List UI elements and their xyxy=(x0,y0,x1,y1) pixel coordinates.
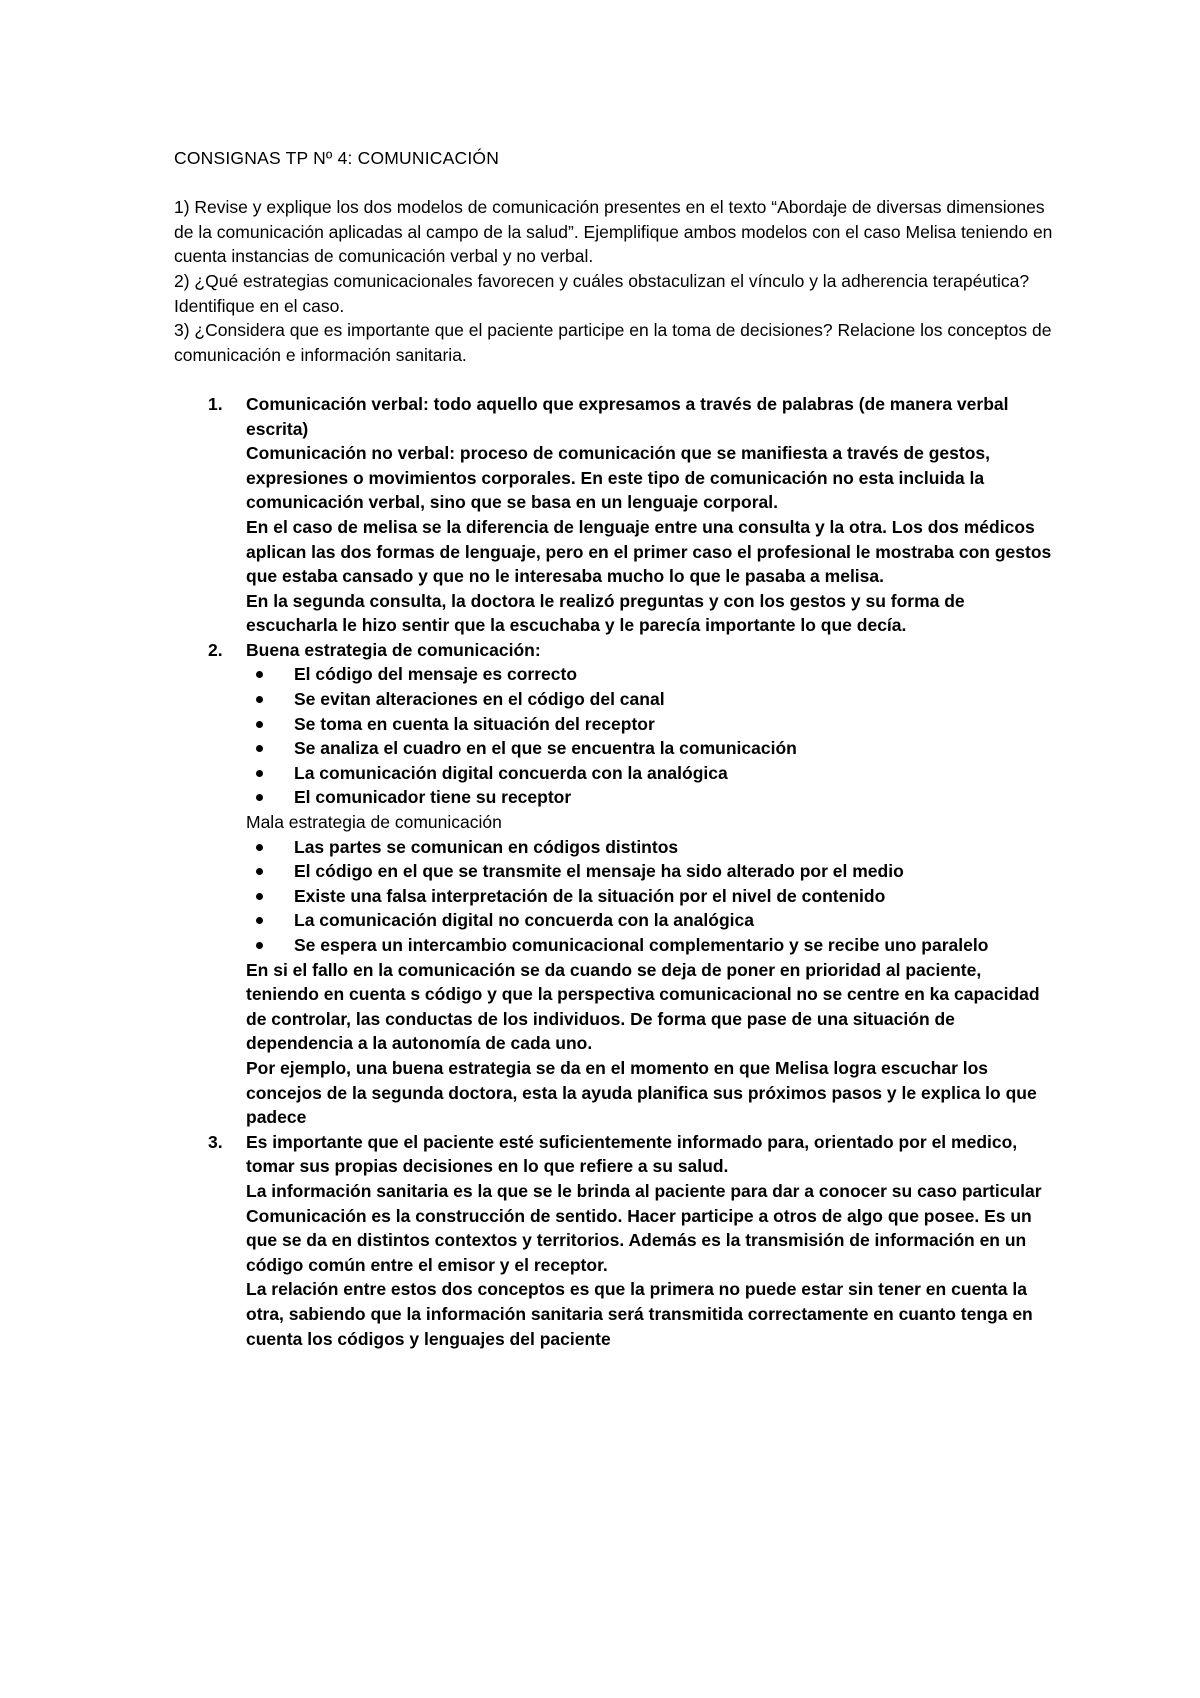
bullet-icon xyxy=(256,745,263,752)
list-item-text: La comunicación digital concuerda con la analógica xyxy=(294,762,728,783)
answer-3-paragraph: Es importante que el paciente esté suficientemente informado para, orientado por el medico, tomar sus propias decisiones en lo que refiere a su salud. xyxy=(246,1131,1018,1177)
answer-1-number: 1. xyxy=(208,393,223,414)
list-item xyxy=(294,859,1054,884)
answer-3 xyxy=(174,1130,1054,1351)
answers-list xyxy=(174,392,1054,1351)
list-item xyxy=(294,933,1054,958)
bullet-icon xyxy=(256,917,263,924)
list-item-text: La comunicación digital no concuerda con la analógica xyxy=(294,910,754,931)
list-item xyxy=(294,687,1054,712)
good-strategy-list xyxy=(246,662,1054,810)
bad-strategy-heading: Mala estrategia de comunicación xyxy=(246,812,502,833)
list-item xyxy=(294,835,1054,860)
list-item-text: Existe una falsa interpretación de la situación por el nivel de contenido xyxy=(294,885,886,906)
answer-1 xyxy=(174,392,1054,638)
answer-2-paragraph: En si el fallo en la comunicación se da cuando se deja de poner en prioridad al paciente, teniendo en cuenta s código y que la perspectiva comunicacional no se centre en ka capacidad de controlar, las conductas de los individuos. De forma que pase de una situación de dependencia a la autonomía de cada uno. xyxy=(246,959,1040,1054)
instruction-1 xyxy=(174,195,1054,269)
instruction-3-text: 3) ¿Considera que es importante que el paciente participe en la toma de decisiones? Relacione los conceptos de comunicación e información sanitaria. xyxy=(174,320,1052,365)
bullet-icon xyxy=(256,893,263,900)
answer-1-paragraph: En el caso de melisa se la diferencia de lenguaje entre una consulta y la otra. Los dos médicos aplican las dos formas de lenguaje, pero en el primer caso el profesional le mostraba con gestos que estaba cansado y que no le interesaba mucho lo que le pasaba a melisa. xyxy=(246,516,1052,587)
answer-2-paragraph: Por ejemplo, una buena estrategia se da en el momento en que Melisa logra escuchar los concejos de la segunda doctora, esta la ayuda planifica sus próximos pasos y le explica lo que padece xyxy=(246,1057,1037,1128)
instruction-2 xyxy=(174,269,1054,318)
list-item-text: Se espera un intercambio comunicacional complementario y se recibe uno paralelo xyxy=(294,935,989,955)
list-item-text: El comunicador tiene su receptor xyxy=(294,787,572,808)
answer-3-paragraph: La información sanitaria es la que se le brinda al paciente para dar a conocer su caso particular xyxy=(246,1180,1042,1201)
list-item-text: El código del mensaje es correcto xyxy=(294,664,578,685)
list-item xyxy=(294,712,1054,737)
answer-1-paragraph: Comunicación no verbal: proceso de comunicación que se manifiesta a través de gestos, expresiones o movimientos corporales. En este tipo de comunicación no esta incluida la comunicación verbal, sino que se basa en un lenguaje corporal. xyxy=(246,443,990,513)
list-item-text: Se evitan alteraciones en el código del canal xyxy=(294,689,665,710)
bullet-icon xyxy=(256,671,263,678)
list-item xyxy=(294,736,1054,761)
bullet-icon xyxy=(256,942,263,949)
instruction-1-text: 1) Revise y explique los dos modelos de comunicación presentes en el texto “Abordaje de diversas dimensiones de la comunicación aplicadas al campo de la salud”. Ejemplifique ambos modelos con el caso Melisa teniendo en cuenta instancias de comunicación verbal y no verbal. xyxy=(174,197,1053,267)
answer-2 xyxy=(174,638,1054,1130)
bullet-icon xyxy=(256,844,263,851)
answer-3-paragraph: Comunicación es la construcción de sentido. Hacer participe a otros de algo que posee. Es un que se da en distintos contextos y territorios. Además es la transmisión de información en un código común entre el emisor y el receptor. xyxy=(246,1205,1032,1275)
bullet-icon xyxy=(256,770,263,777)
good-strategy-heading: Buena estrategia de comunicación: xyxy=(246,639,541,660)
answer-1-paragraph: En la segunda consulta, la doctora le realizó preguntas y con los gestos y su forma de escucharla le hizo sentir que la escuchaba y le parecía importante lo que decía. xyxy=(246,590,965,636)
bullet-icon xyxy=(256,868,263,875)
list-item xyxy=(294,785,1054,810)
instruction-3 xyxy=(174,318,1054,367)
list-item xyxy=(294,884,1054,909)
list-item xyxy=(294,908,1054,933)
answer-1-paragraph: Comunicación verbal: todo aquello que expresamos a través de palabras (de manera verbal escrita) xyxy=(246,393,1009,439)
list-item-text: Se analiza el cuadro en el que se encuentra la comunicación xyxy=(294,738,797,759)
bullet-icon xyxy=(256,794,263,801)
list-item xyxy=(294,761,1054,786)
answer-3-paragraph: La relación entre estos dos conceptos es que la primera no puede estar sin tener en cuenta la otra, sabiendo que la información sanitaria será transmitida correctamente en cuanto tenga en cuenta los códigos y lenguajes del paciente xyxy=(246,1279,1033,1349)
list-item xyxy=(294,662,1054,687)
document-content xyxy=(174,146,1054,1351)
bad-strategy-list xyxy=(246,835,1054,958)
answer-2-number: 2. xyxy=(208,639,223,660)
bullet-icon xyxy=(256,696,263,703)
list-item-text: El código en el que se transmite el mensaje ha sido alterado por el medio xyxy=(294,861,904,882)
instruction-2-text: 2) ¿Qué estrategias comunicacionales favorecen y cuáles obstaculizan el vínculo y la adherencia terapéutica? Identifique en el caso. xyxy=(174,270,1030,316)
list-item-text: Se toma en cuenta la situación del receptor xyxy=(294,713,655,734)
answer-3-number: 3. xyxy=(208,1131,223,1152)
document-title: CONSIGNAS TP Nº 4: COMUNICACIÓN xyxy=(174,148,500,168)
list-item-text: Las partes se comunican en códigos distintos xyxy=(294,836,679,857)
bullet-icon xyxy=(256,721,263,728)
instructions-block xyxy=(174,195,1054,367)
